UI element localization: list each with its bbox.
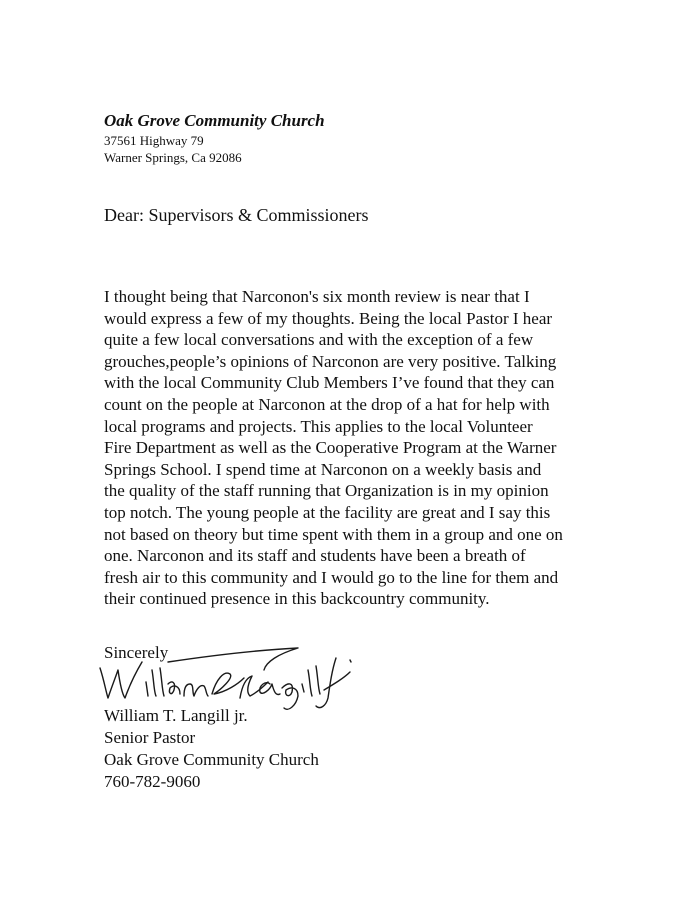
body-line: quite a few local conversations and with the exception of a few [104,330,534,350]
body-line: with the local Community Club Members I’ve found that they can [104,373,555,393]
body-line: count on the people at Narconon at the drop of a hat for help with [104,394,550,414]
signer-title: Senior Pastor [104,728,196,747]
body-line: would express a few of my thoughts. Being the local Pastor I hear [104,308,553,328]
body-line: not based on theory but time spent with them in a group and one on [104,524,563,544]
body-line: Springs School. I spend time at Narconon on a weekly basis and [104,459,542,479]
signer-organization: Oak Grove Community Church [104,750,319,769]
salutation: Dear: Supervisors & Commissioners [104,205,369,225]
body-line: top notch. The young people at the facility are great and I say this [104,502,551,522]
letter-body [104,286,604,610]
closing: Sincerely [104,643,169,662]
body-line: one. Narconon and its staff and students have been a breath of [104,546,526,566]
letterhead [104,110,325,166]
signer-phone: 760-782-9060 [104,772,201,791]
body-line: grouches,people’s opinions of Narconon are very positive. Talking [104,351,557,371]
signer-name: William T. Langill jr. [104,706,248,725]
church-name: Oak Grove Community Church [104,111,325,130]
address-line-2: Warner Springs, Ca 92086 [104,150,242,165]
signature-block [104,705,319,793]
address-line-1: 37561 Highway 79 [104,133,204,148]
body-line: fresh air to this community and I would go to the line for them and [104,567,559,587]
body-line: I thought being that Narconon's six month review is near that I [104,287,530,306]
body-line: their continued presence in this backcountry community. [104,589,490,609]
body-line: Fire Department as well as the Cooperative Program at the Warner [104,438,557,458]
body-line: the quality of the staff running that Organization is in my opinion [104,481,549,501]
body-line: local programs and projects. This applies to the local Volunteer [104,416,533,436]
